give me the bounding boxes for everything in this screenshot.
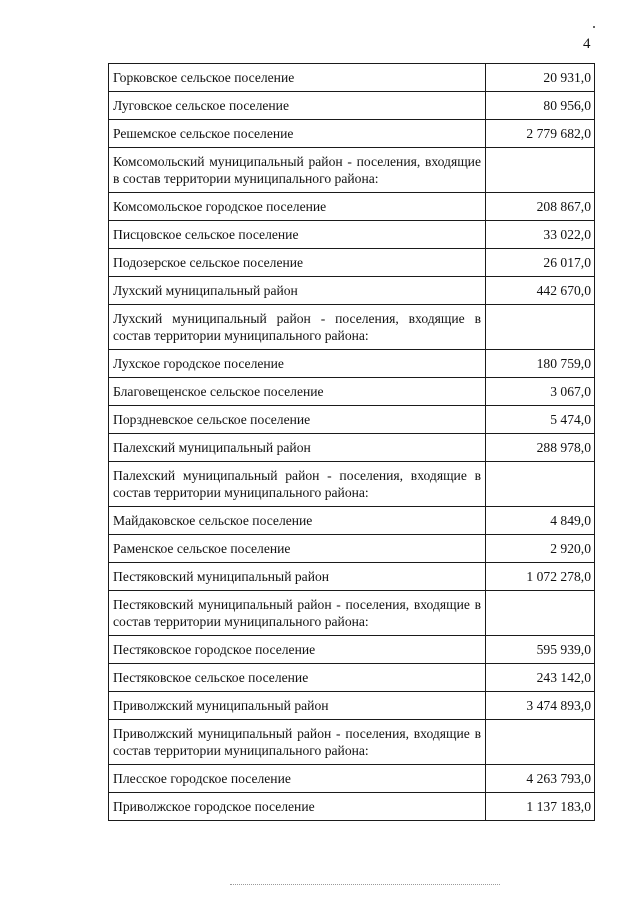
- settlement-name: Благовещенское сельское поселение: [109, 378, 486, 406]
- amount-value: 1 137 183,0: [486, 793, 595, 821]
- settlement-name: Лухское городское поселение: [109, 350, 486, 378]
- table-row: [109, 277, 595, 305]
- table-row: [109, 350, 595, 378]
- amount-value: [486, 720, 595, 765]
- table-row: [109, 793, 595, 821]
- amount-value: 180 759,0: [486, 350, 595, 378]
- amount-value: 208 867,0: [486, 193, 595, 221]
- amount-value: 243 142,0: [486, 664, 595, 692]
- budget-table: [108, 63, 595, 821]
- settlement-name: Пестяковский муниципальный район: [109, 563, 486, 591]
- settlement-name: Пестяковское городское поселение: [109, 636, 486, 664]
- settlement-name: Писцовское сельское поселение: [109, 221, 486, 249]
- settlement-name: Подозерское сельское поселение: [109, 249, 486, 277]
- settlement-name: Палехский муниципальный район: [109, 434, 486, 462]
- amount-value: 5 474,0: [486, 406, 595, 434]
- amount-value: [486, 148, 595, 193]
- district-heading: Палехский муниципальный район - поселения, входящие в состав территории муниципального района:: [109, 462, 486, 507]
- table-row: [109, 434, 595, 462]
- page-number: 4: [583, 36, 591, 52]
- settlement-name: Комсомольское городское поселение: [109, 193, 486, 221]
- table-row: [109, 120, 595, 148]
- page-mark: [593, 26, 595, 28]
- table-row: [109, 720, 595, 765]
- settlement-name: Плесское городское поселение: [109, 765, 486, 793]
- amount-value: 3 474 893,0: [486, 692, 595, 720]
- amount-value: 4 263 793,0: [486, 765, 595, 793]
- table-row: [109, 406, 595, 434]
- table-row: [109, 692, 595, 720]
- table-row: [109, 636, 595, 664]
- table-row: [109, 378, 595, 406]
- table-row: [109, 563, 595, 591]
- table-row: [109, 765, 595, 793]
- amount-value: 2 920,0: [486, 535, 595, 563]
- table-row: [109, 591, 595, 636]
- amount-value: 4 849,0: [486, 507, 595, 535]
- settlement-name: Горковское сельское поселение: [109, 64, 486, 92]
- amount-value: 80 956,0: [486, 92, 595, 120]
- amount-value: 26 017,0: [486, 249, 595, 277]
- table-row: [109, 664, 595, 692]
- table-row: [109, 221, 595, 249]
- district-heading: Комсомольский муниципальный район - поселения, входящие в состав территории муниципального района:: [109, 148, 486, 193]
- table-row: [109, 148, 595, 193]
- table-row: [109, 535, 595, 563]
- district-heading: Приволжский муниципальный район - поселения, входящие в состав территории муниципального района:: [109, 720, 486, 765]
- settlement-name: Приволжское городское поселение: [109, 793, 486, 821]
- amount-value: [486, 305, 595, 350]
- settlement-name: Майдаковское сельское поселение: [109, 507, 486, 535]
- amount-value: 288 978,0: [486, 434, 595, 462]
- table-row: [109, 462, 595, 507]
- settlement-name: Раменское сельское поселение: [109, 535, 486, 563]
- amount-value: 33 022,0: [486, 221, 595, 249]
- district-heading: Лухский муниципальный район - поселения, входящие в состав территории муниципального района:: [109, 305, 486, 350]
- table-row: [109, 507, 595, 535]
- amount-value: 20 931,0: [486, 64, 595, 92]
- settlement-name: Пестяковское сельское поселение: [109, 664, 486, 692]
- settlement-name: Луговское сельское поселение: [109, 92, 486, 120]
- settlement-name: Решемское сельское поселение: [109, 120, 486, 148]
- amount-value: [486, 462, 595, 507]
- table-row: [109, 64, 595, 92]
- amount-value: 442 670,0: [486, 277, 595, 305]
- amount-value: 3 067,0: [486, 378, 595, 406]
- table-row: [109, 92, 595, 120]
- amount-value: [486, 591, 595, 636]
- amount-value: 2 779 682,0: [486, 120, 595, 148]
- table-row: [109, 193, 595, 221]
- table-row: [109, 249, 595, 277]
- settlement-name: Приволжский муниципальный район: [109, 692, 486, 720]
- scan-artifact: [230, 884, 500, 886]
- amount-value: 595 939,0: [486, 636, 595, 664]
- settlement-name: Порздневское сельское поселение: [109, 406, 486, 434]
- table-row: [109, 305, 595, 350]
- settlement-name: Лухский муниципальный район: [109, 277, 486, 305]
- district-heading: Пестяковский муниципальный район - поселения, входящие в состав территории муниципального района:: [109, 591, 486, 636]
- amount-value: 1 072 278,0: [486, 563, 595, 591]
